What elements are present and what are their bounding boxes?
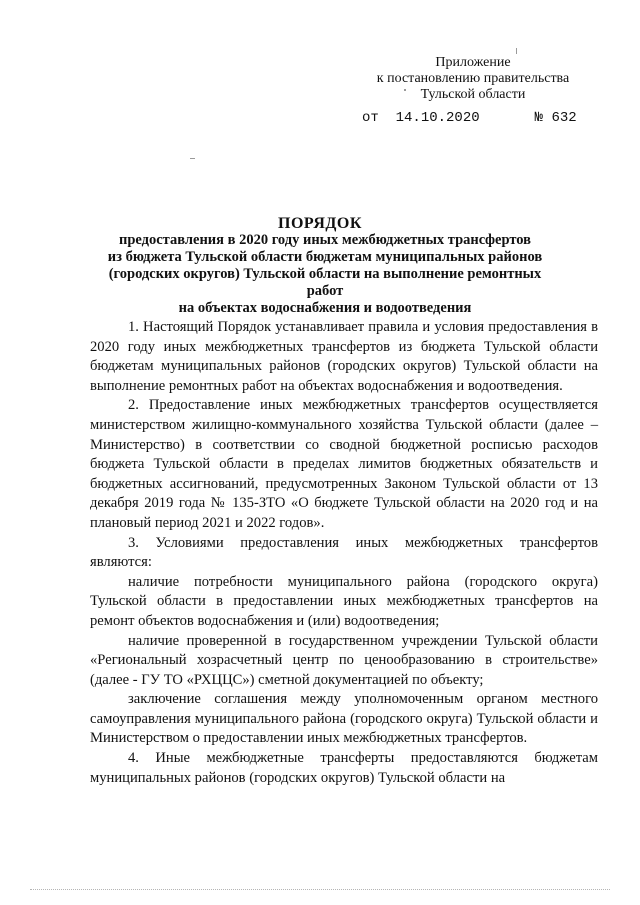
- paragraph: 3. Условиями предоставления иных межбюджетных трансфертов являются:: [90, 534, 598, 571]
- paragraph: 1. Настоящий Порядок устанавливает правила и условия предоставления в 2020 году иных межбюджетных трансфертов из бюджета Тульской области бюджетам муниципальных районов (городских округов) Тульской области на выполнение ремонтных работ на объектах водоснабжения и водоотведения.: [90, 319, 598, 394]
- number-label: №: [534, 110, 544, 126]
- appendix-block: [358, 55, 588, 103]
- document-title: ПОРЯДОК: [278, 215, 362, 232]
- document-subtitle: [90, 232, 560, 317]
- order-number: 632: [551, 110, 577, 126]
- subtitle-line: из бюджета Тульской области бюджетам муниципальных районов: [107, 249, 543, 265]
- order-date: 14.10.2020: [395, 110, 480, 126]
- scan-footer-marks: [30, 889, 610, 892]
- appendix-line: Тульской области: [420, 87, 526, 102]
- appendix-line: Приложение: [435, 55, 511, 70]
- scan-speck: [516, 48, 517, 54]
- date-prefix: от: [362, 110, 379, 126]
- scan-speck: [190, 158, 195, 159]
- subtitle-line: на объектах водоснабжения и водоотведения: [178, 300, 472, 316]
- order-date-number: [362, 110, 577, 126]
- document-body: [90, 318, 598, 788]
- subtitle-line: (городских округов) Тульской области на выполнение ремонтных работ: [108, 266, 542, 299]
- subtitle-line: предоставления в 2020 году иных межбюджетных трансфертов: [119, 232, 531, 248]
- paragraph: 2. Предоставление иных межбюджетных трансфертов осуществляется министерством жилищно-коммунального хозяйства Тульской области (далее – Министерство) в соответствии со сводной бюджетной росписью расходов бюджета Тульской области в пределах лимитов бюджетных обязательств и бюджетных ассигнований, предусмотренных Законом Тульской области от 13 декабря 2019 года № 135-ЗТО «О бюджете Тульской области на 2020 год и на плановый период 2021 и 2022 годов».: [90, 397, 598, 531]
- appendix-line: к постановлению правительства: [376, 71, 570, 86]
- paragraph: наличие проверенной в государственном учреждении Тульской области «Региональный хозрасчетный центр по ценообразованию в строительстве» (далее - ГУ ТО «РХЦЦС») сметной документацией по объекту;: [90, 632, 598, 688]
- scan-speck: [404, 89, 406, 91]
- paragraph: заключение соглашения между уполномоченным органом местного самоуправления муниципального района (городского округа) Тульской области и Министерством о предоставлении иных межбюджетных трансфертов.: [90, 691, 598, 747]
- paragraph: 4. Иные межбюджетные трансферты предоставляются бюджетам муниципальных районов (городских округов) Тульской области на: [90, 750, 598, 786]
- paragraph: наличие потребности муниципального района (городского округа) Тульской области в предоставлении иных межбюджетных трансфертов на ремонт объектов водоснабжения и (или) водоотведения;: [90, 573, 598, 629]
